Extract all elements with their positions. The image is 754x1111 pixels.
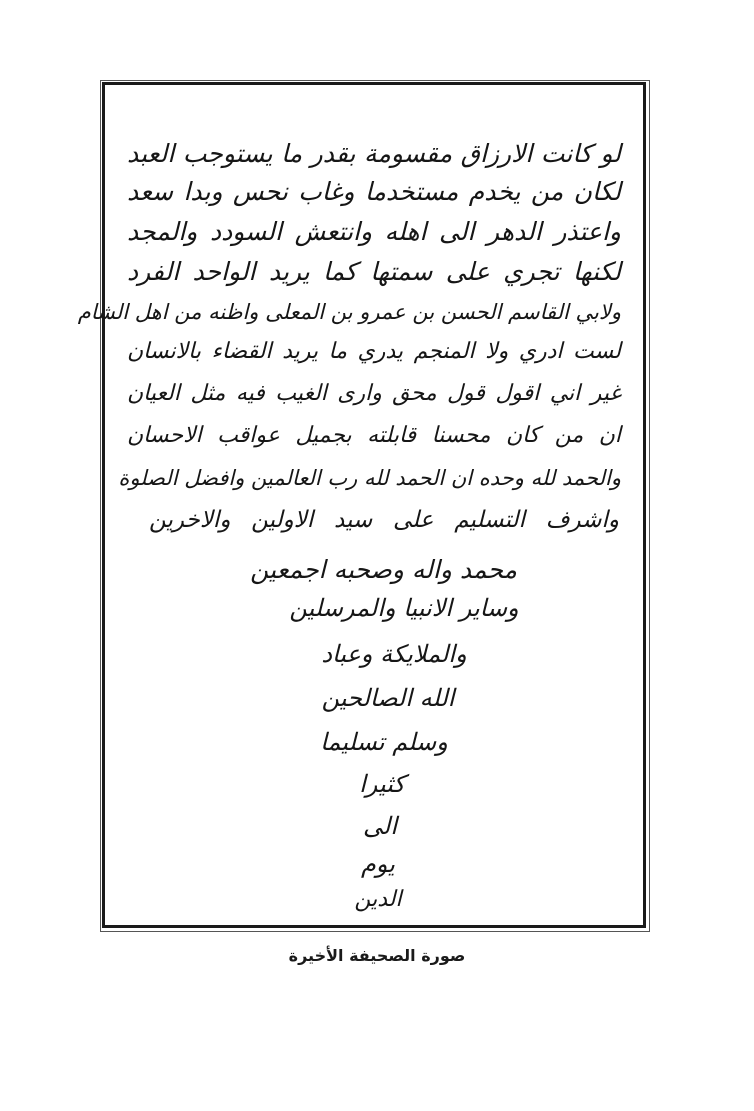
verse-line: والملايكة وعباد <box>321 640 467 668</box>
verse-line: واشرف التسليم على سيد الاولين والاخرين <box>149 507 619 533</box>
verse-line: الى <box>363 812 397 840</box>
verse-line: وساير الانبيا والمرسلين <box>289 594 519 622</box>
verse-line: غير اني اقول قول محق وارى الغيب فيه مثل العيان <box>127 381 621 406</box>
verse-line: يوم <box>361 850 395 878</box>
verse-line: كثيرا <box>359 770 405 798</box>
manuscript-page <box>77 82 646 928</box>
verse-line: لكنها تجري على سمتها كما يريد الواحد الفرد <box>127 257 621 286</box>
verse-line: محمد واله وصحبه اجمعين <box>250 555 517 584</box>
verse-line: ولابي القاسم الحسن بن عمرو بن المعلى واظنه من اهل الشام <box>77 300 621 324</box>
verse-line: واعتذر الدهر الى اهله وانتعش السودد والمجد <box>127 217 621 246</box>
manuscript-text <box>77 85 643 925</box>
verse-line: ان من كان محسنا قابلته بجميل عواقب الاحسان <box>127 423 621 448</box>
verse-line: لو كانت الارزاق مقسومة بقدر ما يستوجب العبد <box>127 139 621 168</box>
verse-line: والحمد لله وحده ان الحمد لله رب العالمين وافضل الصلوة <box>118 466 621 490</box>
page-caption: صورة الصحيفة الأخيرة <box>288 946 466 965</box>
verse-line: الدين <box>354 887 402 912</box>
verse-line: وسلم تسليما <box>320 728 448 756</box>
verse-line: لست ادري ولا المنجم يدري ما يريد القضاء بالانسان <box>127 339 621 364</box>
verse-line: لكان من يخدم مستخدما وغاب نحس وبدا سعد <box>127 177 621 206</box>
verse-line: الله الصالحين <box>321 684 455 712</box>
